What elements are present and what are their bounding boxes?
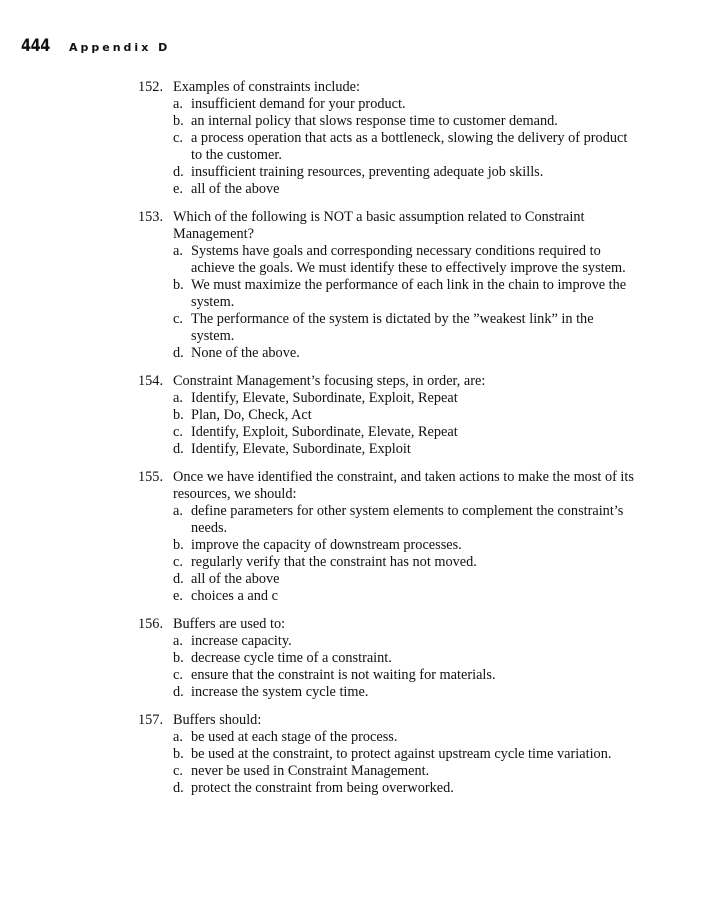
question-text: Buffers are used to: (173, 616, 286, 632)
answer-option (138, 571, 638, 588)
question-item (138, 373, 638, 458)
option-text: regularly verify that the constraint has not moved. (191, 554, 477, 570)
answer-option (138, 746, 638, 763)
question-stem (138, 712, 638, 729)
option-text: We must maximize the performance of each link in the chain to improve the system. (191, 277, 627, 310)
question-stem (138, 209, 638, 243)
option-text: insufficient training resources, preventing adequate job skills. (191, 164, 544, 180)
option-letter: e. (173, 181, 183, 197)
answer-option (138, 311, 638, 345)
option-text: insufficient demand for your product. (191, 96, 406, 112)
option-letter: a. (173, 729, 183, 745)
answer-option (138, 780, 638, 797)
running-header (21, 36, 170, 56)
option-text: ensure that the constraint is not waiting for materials. (191, 667, 496, 683)
answer-option (138, 588, 638, 605)
option-text: be used at the constraint, to protect against upstream cycle time variation. (191, 746, 612, 762)
answer-option (138, 407, 638, 424)
option-text: an internal policy that slows response time to customer demand. (191, 113, 558, 129)
option-letter: d. (173, 571, 184, 587)
option-text: be used at each stage of the process. (191, 729, 398, 745)
question-text: Buffers should: (173, 712, 262, 728)
answer-option (138, 130, 638, 164)
question-stem (138, 373, 638, 390)
answer-option (138, 650, 638, 667)
question-text: Which of the following is NOT a basic assumption related to Constraint Management? (173, 209, 585, 242)
option-letter: b. (173, 537, 184, 553)
question-number: 154. (138, 373, 164, 389)
question-item (138, 712, 638, 797)
answer-option (138, 96, 638, 113)
option-text: choices a and c (191, 588, 278, 604)
answer-option (138, 554, 638, 571)
question-item (138, 469, 638, 605)
question-number: 157. (138, 712, 164, 728)
answer-option (138, 164, 638, 181)
answer-options (138, 96, 638, 198)
option-letter: d. (173, 164, 184, 180)
answer-option (138, 277, 638, 311)
option-letter: c. (173, 311, 183, 327)
option-text: all of the above (191, 181, 280, 197)
answer-option (138, 181, 638, 198)
option-letter: b. (173, 277, 184, 293)
question-stem (138, 79, 638, 96)
option-text: define parameters for other system elements to complement the constraint’s needs. (191, 503, 624, 536)
option-letter: b. (173, 407, 184, 423)
question-list (138, 79, 638, 808)
answer-option (138, 424, 638, 441)
option-letter: a. (173, 243, 183, 259)
option-text: a process operation that acts as a bottleneck, slowing the delivery of product to the customer. (191, 130, 628, 163)
option-letter: c. (173, 130, 183, 146)
option-letter: c. (173, 763, 183, 779)
option-text: Plan, Do, Check, Act (191, 407, 312, 423)
answer-option (138, 503, 638, 537)
answer-option (138, 441, 638, 458)
answer-options (138, 503, 638, 605)
option-letter: a. (173, 96, 183, 112)
question-stem (138, 616, 638, 633)
answer-option (138, 345, 638, 362)
question-item (138, 79, 638, 198)
option-text: Identify, Exploit, Subordinate, Elevate, Repeat (191, 424, 458, 440)
question-item (138, 209, 638, 362)
option-text: never be used in Constraint Management. (191, 763, 430, 779)
option-letter: c. (173, 554, 183, 570)
answer-options (138, 243, 638, 362)
option-letter: d. (173, 345, 184, 361)
option-letter: c. (173, 667, 183, 683)
option-letter: a. (173, 503, 183, 519)
answer-option (138, 633, 638, 650)
question-number: 156. (138, 616, 164, 632)
question-text: Once we have identified the constraint, and taken actions to make the most of its resources, we should: (173, 469, 634, 502)
question-text: Constraint Management’s focusing steps, in order, are: (173, 373, 486, 389)
question-item (138, 616, 638, 701)
option-text: protect the constraint from being overworked. (191, 780, 454, 796)
question-text: Examples of constraints include: (173, 79, 361, 95)
answer-option (138, 243, 638, 277)
option-text: Identify, Elevate, Subordinate, Exploit, Repeat (191, 390, 458, 406)
option-text: None of the above. (191, 345, 300, 361)
question-number: 152. (138, 79, 164, 95)
option-text: Identify, Elevate, Subordinate, Exploit (191, 441, 411, 457)
option-text: The performance of the system is dictated by the ”weakest link” in the system. (191, 311, 594, 344)
option-letter: c. (173, 424, 183, 440)
option-letter: b. (173, 746, 184, 762)
question-stem (138, 469, 638, 503)
answer-option (138, 684, 638, 701)
answer-option (138, 667, 638, 684)
answer-option (138, 537, 638, 554)
option-text: increase capacity. (191, 633, 292, 649)
answer-options (138, 729, 638, 797)
page-number: 444 (21, 36, 50, 56)
question-number: 153. (138, 209, 164, 225)
answer-options (138, 633, 638, 701)
option-letter: d. (173, 780, 184, 796)
section-title: Appendix D (69, 41, 171, 54)
answer-option (138, 763, 638, 780)
option-text: all of the above (191, 571, 280, 587)
option-letter: d. (173, 441, 184, 457)
option-letter: d. (173, 684, 184, 700)
option-letter: a. (173, 633, 183, 649)
answer-option (138, 729, 638, 746)
option-text: Systems have goals and corresponding necessary conditions required to achieve the goals. We must identify these to effectively improve the system. (191, 243, 626, 276)
option-letter: b. (173, 650, 184, 666)
option-text: improve the capacity of downstream processes. (191, 537, 462, 553)
option-letter: e. (173, 588, 183, 604)
answer-options (138, 390, 638, 458)
answer-option (138, 113, 638, 130)
option-text: decrease cycle time of a constraint. (191, 650, 392, 666)
answer-option (138, 390, 638, 407)
option-letter: a. (173, 390, 183, 406)
option-letter: b. (173, 113, 184, 129)
question-number: 155. (138, 469, 164, 485)
option-text: increase the system cycle time. (191, 684, 369, 700)
